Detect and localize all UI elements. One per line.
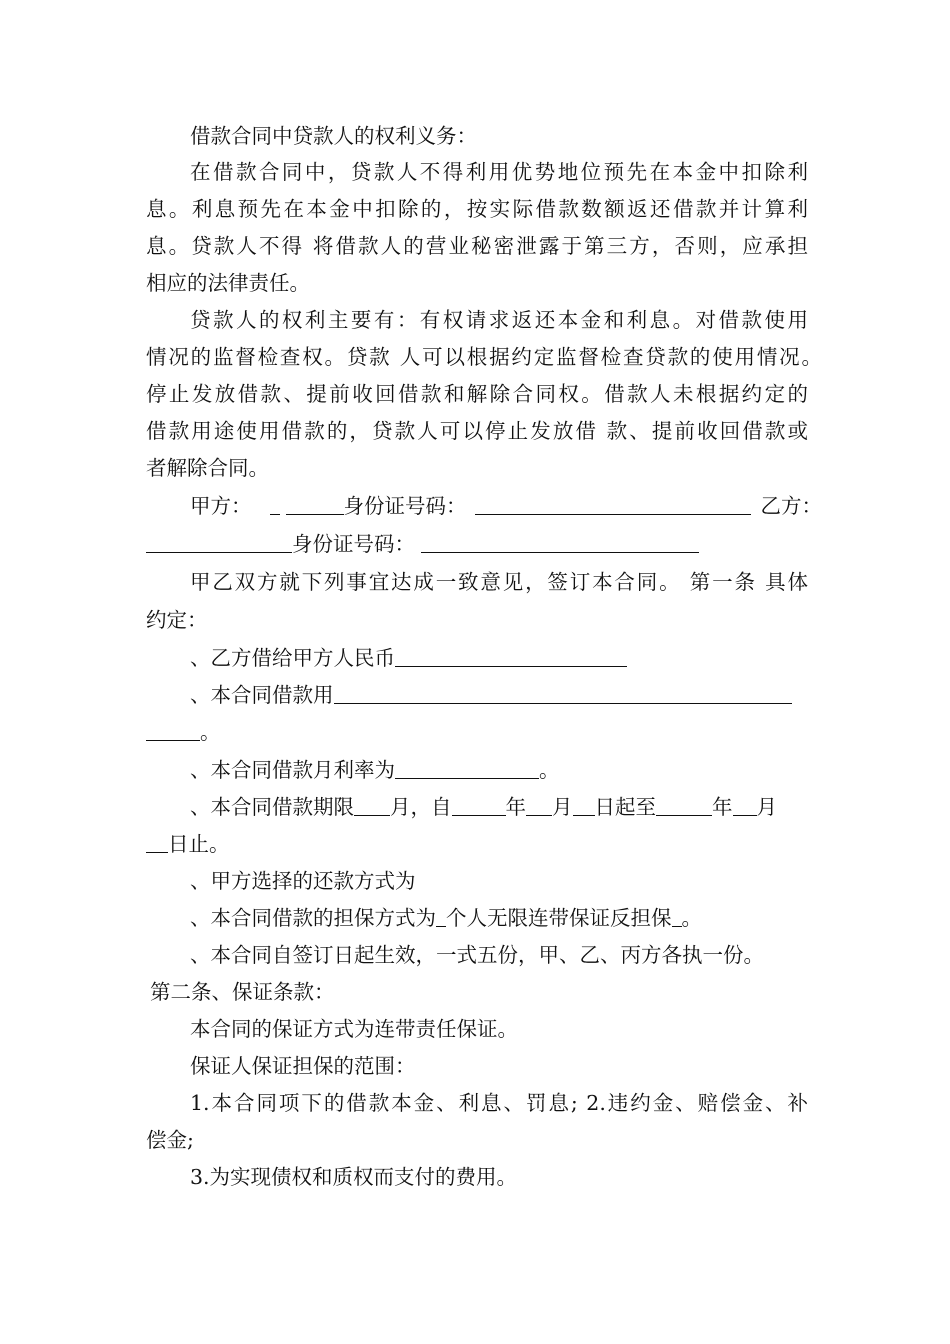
party-b-line [146, 531, 699, 557]
clause-text: 年 [712, 795, 733, 819]
blank [573, 795, 595, 816]
blank [354, 795, 390, 816]
party-b-name-blank [146, 532, 292, 553]
blank [733, 795, 757, 816]
period: 。 [539, 758, 560, 782]
blank [452, 795, 506, 816]
paragraph-line: 借款用途使用借款的，贷款人可以停止发放借 款、提前收回借款或 [146, 419, 808, 443]
clause-effective: 、本合同自签订日起生效，一式五份，甲、乙、丙方各执一份。 [190, 943, 764, 967]
clause-text: 日起至 [594, 795, 656, 819]
section-two-title: 第二条、保证条款： [150, 980, 335, 1004]
clause-text: 、乙方借给甲方人民币 [190, 646, 395, 670]
party-b-label: 乙方： [760, 494, 822, 518]
clause-text: 年 [505, 795, 526, 819]
party-a-label: 甲方： [190, 494, 252, 518]
rate-blank [395, 758, 539, 779]
purpose-blank [334, 683, 792, 704]
clause-term-cont [146, 831, 230, 857]
paragraph-line: 情况的监督检查权。贷款 人可以根据约定监督检查贷款的使用情况。 [146, 345, 822, 369]
paragraph-line: 偿金; [146, 1128, 194, 1152]
clause-term [190, 794, 777, 820]
clause-text: 月 [756, 795, 777, 819]
paragraph-line: 约定： [146, 608, 208, 632]
id-label: 身份证号码： [343, 494, 467, 518]
blank [146, 832, 168, 853]
blank [436, 906, 446, 927]
paragraph-line: 保证人保证担保的范围： [190, 1054, 416, 1078]
purpose-blank-cont [146, 720, 200, 741]
clause-repayment: 、甲方选择的还款方式为 [190, 869, 416, 893]
clause-purpose [190, 682, 792, 708]
period: 。 [200, 720, 221, 744]
paragraph-line: 者解除合同。 [146, 456, 269, 480]
id-label: 身份证号码： [292, 532, 415, 556]
clause-text: 、本合同借款期限 [190, 795, 354, 819]
clause-guarantee [190, 905, 702, 931]
party-a-name-blank [286, 494, 344, 515]
paragraph-line: 3.为实现债权和质权而支付的费用。 [190, 1165, 518, 1189]
paragraph-line: 息。贷款人不得 将借款人的营业秘密泄露于第三方，否则，应承担 [146, 234, 808, 258]
blank [526, 795, 552, 816]
paragraph-line: 甲乙双方就下列事宜达成一致意见，签订本合同。 第一条 具体 [190, 570, 808, 594]
party-b-id-blank [421, 532, 699, 553]
party-a-line [190, 493, 822, 519]
paragraph-line: 1.本合同项下的借款本金、利息、罚息; 2.违约金、赔偿金、补 [190, 1091, 808, 1115]
clause-text: 月 [552, 795, 573, 819]
clause-purpose-cont [146, 719, 221, 745]
blank [656, 795, 712, 816]
blank [672, 906, 682, 927]
clause-rate [190, 757, 560, 783]
clause-text: 个人无限连带保证反担保 [446, 906, 672, 930]
clause-text: 、本合同借款用 [190, 683, 334, 707]
heading-lender-rights: 借款合同中贷款人的权利义务： [190, 124, 477, 148]
clause-amount [190, 645, 627, 671]
clause-text: 、本合同借款月利率为 [190, 758, 395, 782]
party-a-id-blank [475, 494, 751, 515]
amount-blank [395, 646, 627, 667]
paragraph-line: 本合同的保证方式为连带责任保证。 [190, 1017, 518, 1041]
clause-text: 日止。 [168, 832, 230, 856]
paragraph-line: 贷款人的权利主要有：有权请求返还本金和利息。对借款使用 [190, 308, 808, 332]
paragraph-line: 停止发放借款、提前收回借款和解除合同权。借款人未根据约定的 [146, 382, 808, 406]
clause-text: 、本合同借款的担保方式为 [190, 906, 436, 930]
paragraph-line: 息。利息预先在本金中扣除的，按实际借款数额返还借款并计算利 [146, 197, 808, 221]
paragraph-line: 相应的法律责任。 [146, 271, 310, 295]
blank [270, 494, 280, 515]
clause-text: 月，自 [390, 795, 452, 819]
paragraph-line: 在借款合同中，贷款人不得利用优势地位预先在本金中扣除利 [190, 160, 808, 184]
period: 。 [681, 906, 702, 930]
